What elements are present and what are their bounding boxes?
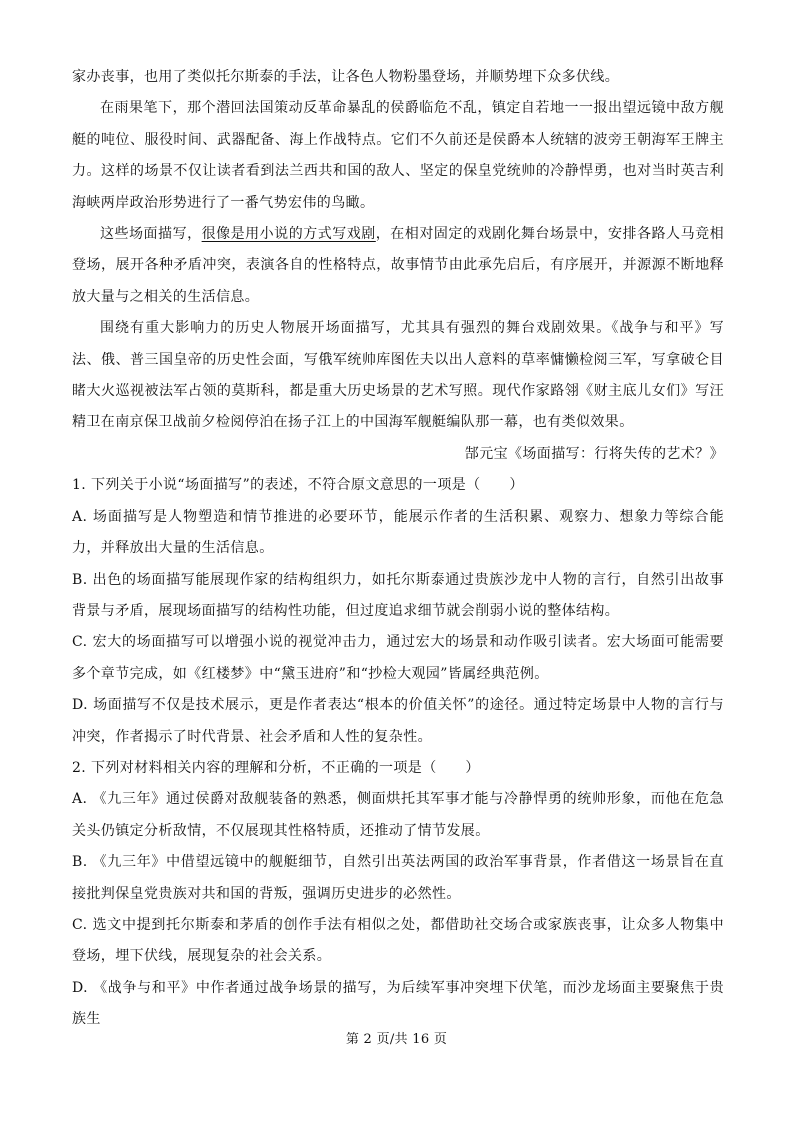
question-2-option-a: A. 《九三年》通过侯爵对敌舰装备的熟悉，侧面烘托其军事才能与冷静悍勇的统帅形象，而他在危急关头仍镇定分析敌情，不仅展现其性格特质，还推动了情节发展。 (72, 791, 724, 839)
question-2-stem: 2. 下列对材料相关内容的理解和分析，不正确的一项是（ ） (72, 759, 480, 776)
question-1-option-b: B. 出色的场面描写能展现作家的结构组织力，如托尔斯泰通过贵族沙龙中人物的言行，自然引出故事背景与矛盾，展现场面描写的结构性功能，但过度追求细节就会削弱小说的整体结构。 (72, 571, 724, 619)
passage-paragraph-continued: 家办丧事，也用了类似托尔斯泰的手法，让各色人物粉墨登场，并顺势埋下众多伏线。 (72, 69, 620, 85)
question-1-option-a: A. 场面描写是人物塑造和情节推进的必要环节，能展示作者的生活积累、观察力、想象力等综合能力，并释放出大量的生活信息。 (72, 508, 724, 557)
paragraph-text-after: ，在相对固定的戏剧化舞台场景中，安排各路人马竞相登场，展开各种矛盾冲突，表演各自的性格特点，故事情节由此承先启后，有序展开，并源源不断地释放大量与之相关的生活信息。 (72, 226, 724, 305)
passage-paragraph-drama (72, 219, 724, 313)
document-page (72, 62, 724, 1036)
passage-paragraph-history: 围绕有重大影响力的历史人物展开场面描写，尤其具有强烈的舞台戏剧效果。《战争与和平》写法、俄、普三国皇帝的历史性会面，写俄军统帅库图佐夫以出人意料的草率慵懒检阅三军，写拿破仑目睹大火巡视被法军占领的莫斯科，都是重大历史场景的艺术写照。现代作家路翎《财主底儿女们》写汪精卫在南京保卫战前夕检阅停泊在扬子江上的中国海军舰艇编队那一幕，也有类似效果。 (72, 320, 724, 431)
passage-paragraph-hugo: 在雨果笔下，那个潜回法国策动反革命暴乱的侯爵临危不乱，镇定自若地一一报出望远镜中敌方舰艇的吨位、服役时间、武器配备、海上作战特点。它们不久前还是侯爵本人统辖的波旁王朝海军王牌主力。这样的场景不仅让读者看到法兰西共和国的敌人、坚定的保皇党统帅的冷静悍勇，也对当时英吉利海峡两岸政治形势进行了一番气势宏伟的鸟瞰。 (72, 100, 724, 211)
passage-attribution: 郜元宝《场面描写：行将失传的艺术？》 (464, 445, 724, 462)
page-footer: 第 2 页/共 16 页 (345, 1032, 448, 1047)
question-1-option-d: D. 场面描写不仅是技术展示，更是作者表达“根本的价值关怀”的途径。通过特定场景中人物的言行与冲突，作者揭示了时代背景、社会矛盾和人性的复杂性。 (72, 697, 724, 745)
underlined-phrase: 很像是用小说的方式写戏剧 (201, 226, 376, 243)
question-1-option-c: C. 宏大的场面描写可以增强小说的视觉冲击力，通过宏大的场景和动作吸引读者。宏大场面可能需要多个章节完成，如《红楼梦》中“黛玉进府”和“抄检大观园”皆属经典范例。 (72, 634, 724, 682)
question-2-option-b: B. 《九三年》中借望远镜中的舰艇细节，自然引出英法两国的政治军事背景，作者借这一场景旨在直接批判保皇党贵族对共和国的背叛，强调历史进步的必然性。 (72, 854, 724, 902)
question-2-option-c: C. 选文中提到托尔斯泰和茅盾的创作手法有相似之处，都借助社交场合或家族丧事，让众多人物集中登场，埋下伏线，展现复杂的社会关系。 (72, 916, 724, 965)
paragraph-text-before: 这些场面描写， (100, 226, 202, 243)
question-1-stem: 1. 下列关于小说“场面描写”的表述，不符合原文意思的一项是（ ） (72, 477, 524, 494)
question-2-option-d: D. 《战争与和平》中作者通过战争场景的描写，为后续军事冲突埋下伏笔，而沙龙场面主要聚焦于贵族生 (72, 979, 724, 1028)
